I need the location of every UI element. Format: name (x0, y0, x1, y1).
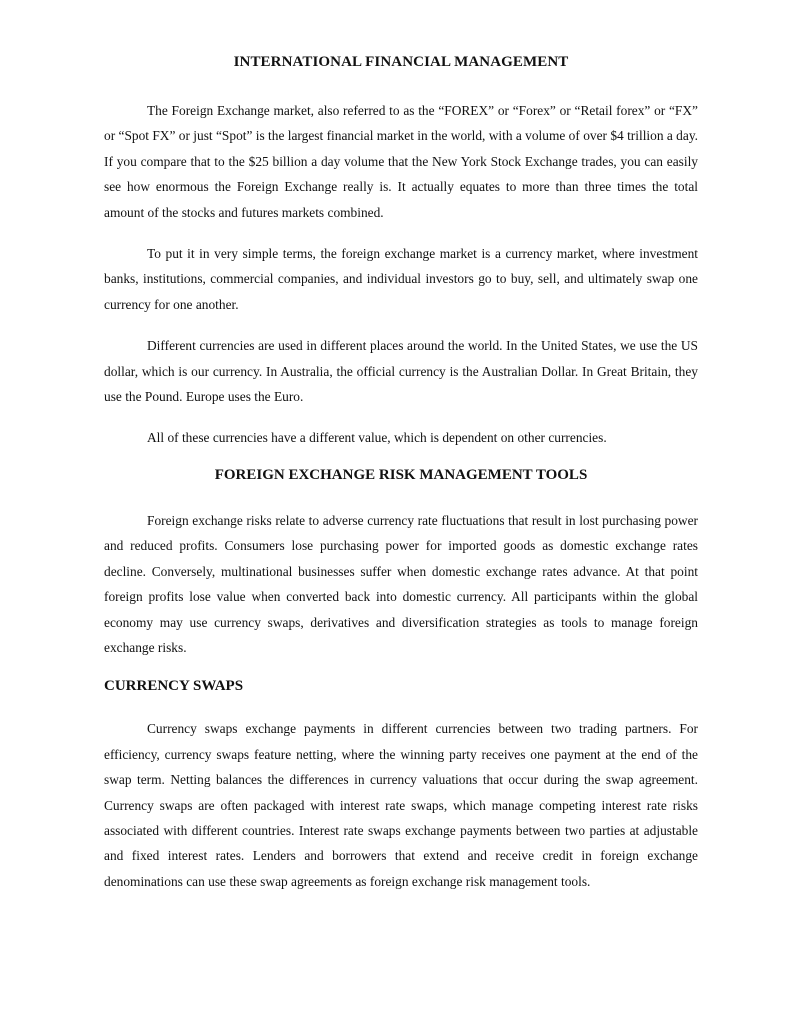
currency-swaps-paragraph: Currency swaps exchange payments in different currencies between two trading partners. For efficiency, currency swaps feature netting, where the winning party receives one payment at the end of the swap term. Netting balances the differences in currency valuations that occur during the swap agreement. Currency swaps are often packaged with interest rate swaps, which manage competing interest rate risks associated with different countries. Interest rate swaps exchange payments between two parties at adjustable and fixed interest rates. Lenders and borrowers that extend and receive credit in foreign exchange denominations can use these swap agreements as foreign exchange risk management tools. (104, 721, 698, 889)
section-heading-risk-tools: FOREIGN EXCHANGE RISK MANAGEMENT TOOLS (214, 466, 588, 483)
risk-tools-paragraph: Foreign exchange risks relate to adverse currency rate fluctuations that result in lost purchasing power and reduced profits. Consumers lose purchasing power for imported goods as domestic exchange rates decline. Conversely, multinational businesses suffer when domestic exchange rates advance. At that point foreign profits lose value when converted back into domestic currency. All participants within the global economy may use currency swaps, derivatives and diversification strategies as tools to manage foreign exchange risks. (104, 512, 698, 655)
document-title: INTERNATIONAL FINANCIAL MANAGEMENT (233, 54, 569, 70)
intro-paragraph-currencies: Different currencies are used in different places around the world. In the United States, we use the US dollar, which is our currency. In Australia, the official currency is the Australian Dollar. In Great Britain, they use the Pound. Europe uses the Euro. (104, 338, 698, 405)
intro-paragraph-forex: The Foreign Exchange market, also referred to as the “FOREX” or “Forex” or “Retail forex” or “FX” or “Spot FX” or just “Spot” is the largest financial market in the world, with a volume of over $4 trillion a day. If you compare that to the $25 billion a day volume that the New York Stock Exchange trades, you can easily see how enormous the Foreign Exchange really is. It actually equates to more than three times the total amount of the stocks and futures markets combined. (104, 103, 698, 220)
intro-paragraph-definition: To put it in very simple terms, the foreign exchange market is a currency market, where investment banks, institutions, commercial companies, and individual investors go to buy, sell, and ultimately swap one currency for one another. (104, 246, 698, 312)
subsection-heading-currency-swaps: CURRENCY SWAPS (104, 678, 244, 695)
intro-paragraph-values: All of these currencies have a different value, which is dependent on other currencies. (147, 430, 607, 446)
